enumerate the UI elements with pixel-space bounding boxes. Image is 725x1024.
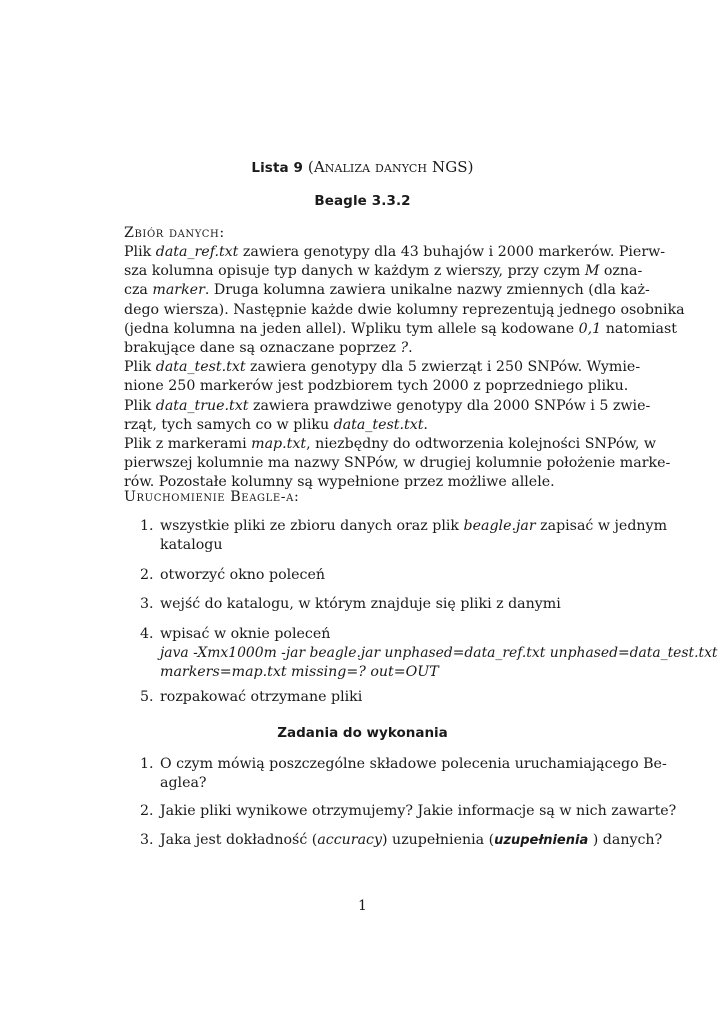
run-item-1-filename: beagle.jar — [463, 518, 536, 534]
italic-term: data_ref.txt — [155, 244, 239, 260]
text-segment: brakujące dane są oznaczane poprzez — [124, 340, 401, 356]
paragraph-line — [124, 263, 642, 279]
paragraph-line — [124, 378, 628, 394]
run-item-2: otworzyć okno poleceń — [160, 567, 326, 583]
paragraph-line — [124, 455, 670, 471]
text-segment: Plik — [124, 244, 156, 260]
paragraph-line — [124, 282, 650, 298]
text-segment: cza — [124, 282, 153, 299]
text-segment: pierwszej kolumnie ma nazwy SNPów, w drugiej kolumnie położenie marke- — [124, 455, 671, 472]
task-1-number: 1. — [140, 756, 154, 772]
section-heading-dataset: Zbiór danych: — [124, 225, 225, 241]
text-segment: . — [408, 340, 413, 356]
document-subtitle — [0, 191, 725, 209]
run-item-5: rozpakować otrzymane pliki — [160, 689, 363, 705]
text-segment: , niezbędny do odtworzenia kolejności SNPów, w — [306, 436, 656, 452]
section-heading-tasks — [0, 722, 725, 741]
italic-term: data_test.txt — [333, 416, 424, 433]
paragraph-line — [124, 474, 555, 490]
text-segment: . Druga kolumna zawiera unikalne nazwy zmiennych (dla każ- — [204, 282, 650, 299]
task-1: O czym mówią poszczególne składowe polecenia uruchamiającego Be- — [160, 756, 667, 772]
text-segment: zawiera genotypy dla 43 buhajów i 2000 markerów. Pierw- — [238, 244, 666, 260]
text-segment: . — [423, 416, 428, 433]
task-1-line2: aglea? — [160, 775, 207, 791]
paragraph-line — [124, 340, 413, 356]
text-segment: Plik — [124, 397, 156, 414]
text-segment: rząt, tych samych co w pliku — [124, 416, 334, 433]
page-number: 1 — [358, 898, 367, 914]
run-command-line1 — [160, 645, 718, 661]
run-item-3-number: 3. — [140, 596, 154, 612]
paragraph-line — [124, 359, 640, 375]
text-segment: Plik z markerami — [124, 436, 252, 452]
paragraph-line — [124, 302, 685, 318]
italic-term: marker — [152, 282, 205, 299]
paragraph-line — [124, 436, 656, 452]
text-segment: zawiera genotypy dla 5 zwierząt i 250 SNPów. Wymie- — [245, 359, 641, 376]
text-segment: sza kolumna opisuje typ danych w każdym z wierszy, przy czym — [124, 263, 585, 280]
task-3-text-c: ) uzupełnienia ( — [382, 832, 495, 848]
run-item-1-line2: katalogu — [160, 537, 223, 553]
italic-term: M — [584, 263, 600, 280]
task-3-number: 3. — [140, 832, 154, 848]
task-3 — [160, 832, 662, 848]
run-item-3: wejść do katalogu, w którym znajduje się pliki z danymi — [160, 596, 561, 612]
text-segment: (jedna kolumna na jeden allel). Wpliku tym allele są kodowane — [124, 320, 579, 337]
task-2: Jakie pliki wynikowe otrzymujemy? Jakie informacje są w nich zawarte? — [160, 803, 677, 819]
command-text-1: java -Xmx1000m -jar beagle.jar unphased=data_ref.txt unphased=data_test.txt — [160, 645, 718, 661]
document-title — [0, 158, 725, 176]
text-segment: zawiera prawdziwe genotypy dla 2000 SNPów i 5 zwie- — [248, 397, 651, 414]
subtitle-text: Beagle 3.3.2 — [314, 193, 411, 209]
italic-term: data_test.txt — [155, 359, 246, 376]
run-item-4: wpisać w oknie poleceń — [160, 626, 331, 642]
section-heading-run: Uruchomienie Beagle-a: — [124, 489, 300, 505]
task-3-completion: uzupełnienia — [494, 833, 589, 848]
run-item-1 — [160, 518, 667, 534]
text-segment: ozna- — [599, 263, 643, 280]
text-segment: Plik — [124, 359, 156, 376]
run-item-1-number: 1. — [140, 518, 154, 534]
title-sub: (Analiza danych NGS) — [307, 158, 474, 176]
italic-term: map.txt — [251, 436, 307, 452]
command-text-2: markers=map.txt missing=? out=OUT — [160, 664, 439, 680]
run-command-line2 — [160, 664, 439, 680]
title-main: Lista 9 — [251, 160, 303, 176]
paragraph-line — [124, 321, 677, 337]
italic-term: 0,1 — [578, 320, 602, 337]
text-segment: rów. Pozostałe kolumny są wypełnione przez możliwe allele. — [124, 474, 555, 491]
text-segment: nione 250 markerów jest podzbiorem tych 2000 z poprzedniego pliku. — [124, 378, 629, 395]
task-3-text-a: Jaka jest dokładność ( — [160, 832, 318, 848]
run-item-4-number: 4. — [140, 626, 154, 642]
paragraph-line — [124, 244, 665, 260]
paragraph-line — [124, 417, 428, 433]
run-item-5-number: 5. — [140, 689, 154, 705]
run-item-2-number: 2. — [140, 567, 154, 583]
run-item-1-text-a: wszystkie pliki ze zbioru danych oraz plik — [160, 518, 464, 534]
italic-term: data_true.txt — [155, 397, 249, 414]
paragraph-line — [124, 398, 650, 414]
text-segment: natomiast — [601, 320, 677, 337]
task-3-accuracy: accuracy — [317, 832, 383, 848]
task-2-number: 2. — [140, 803, 154, 819]
text-segment: dego wiersza). Następnie każde dwie kolumny reprezentują jednego osobnika — [124, 301, 685, 318]
tasks-heading-text: Zadania do wykonania — [277, 725, 448, 741]
run-item-1-text-c: zapisać w jednym — [535, 518, 668, 534]
italic-term: ? — [400, 340, 409, 356]
task-3-text-e: ) danych? — [588, 832, 663, 848]
